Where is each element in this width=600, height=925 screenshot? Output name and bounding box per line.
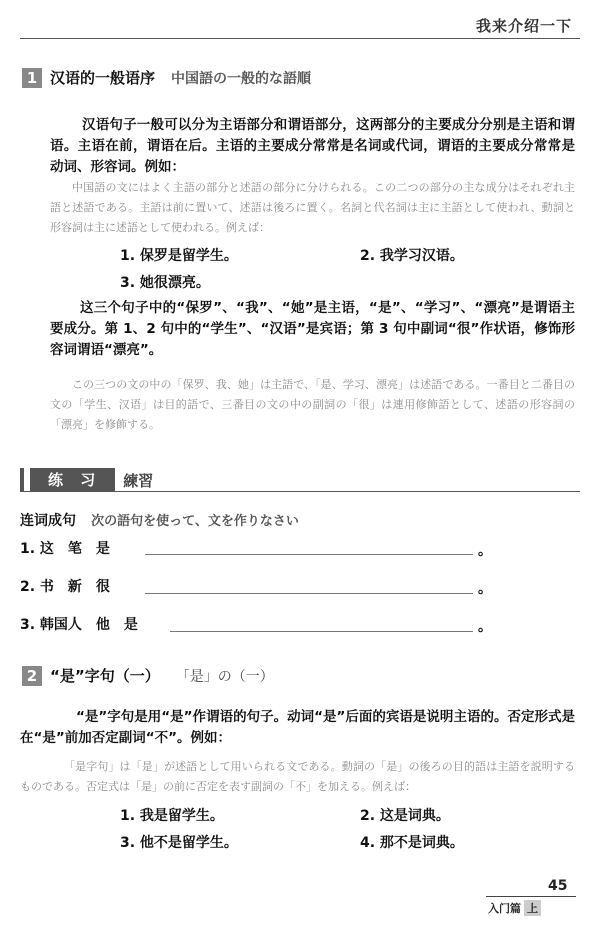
practice-marker	[20, 468, 24, 492]
practice-item-end: 。	[478, 619, 492, 635]
section2-example: 4. 那不是词典。	[360, 835, 464, 851]
practice-item-prompt: 3. 韩国人 他 是	[20, 617, 138, 633]
section2-subtitle: 「是」の（一）	[175, 668, 274, 685]
practice-task-label: 连词成句	[20, 513, 76, 529]
section2-number: 2	[22, 666, 42, 686]
practice-title: 练 习	[30, 468, 115, 492]
section2-heading	[22, 665, 274, 686]
practice-task-instruction: 次の語句を使って、文を作りなさい	[91, 514, 299, 529]
section2-paragraph-jp: 「是字句」は「是」が述語として用いられる文である。動詞の「是」の後ろの目的語は主語を説明するものである。否定式は「是」の前に否定を表す副詞の「不」を加える。例えば：	[20, 760, 575, 793]
footer-divider	[486, 896, 576, 897]
section2-example: 2. 这是词典。	[360, 808, 450, 824]
practice-item-prompt: 2. 书 新 很	[20, 579, 110, 595]
section2-example: 3. 他不是留学生。	[120, 835, 238, 851]
practice-item-answer-line[interactable]	[145, 554, 473, 555]
page-header-title: 我来介绍一下	[475, 17, 572, 35]
section1-paragraph-zh: 汉语句子一般可以分为主语部分和谓语部分，这两部分的主要成分分别是主语和谓语。主语在前，谓语在后。主语的主要成分常常是名词或代词，谓语的主要成分常常是动词、形容词。例如：	[50, 117, 575, 175]
practice-item-answer-line[interactable]	[170, 631, 473, 632]
practice-task	[20, 510, 299, 530]
section1-title: 汉语的一般语序	[50, 69, 156, 87]
section1-number: 1	[22, 68, 42, 88]
practice-item-end: 。	[478, 543, 492, 559]
footer-book-label	[488, 900, 541, 916]
section1-paragraph-jp: 中国語の文にはよく主語の部分と述語の部分に分けられる。この二つの部分の主な成分はそれぞれ主語と述語である。主語は前に置いて、述語は後ろに置く。名詞と代名詞は主に主語として使われ、動詞と形容詞は主に述語として使われる。例えば：	[50, 181, 575, 234]
practice-subtitle: 練習	[123, 471, 154, 490]
practice-item-answer-line[interactable]	[145, 593, 473, 594]
section1-explanation-zh: 这三个句子中的“保罗”、“我”、“她”是主语，“是”、“学习”、“漂亮”是谓语主要成分。第 1、2 句中的“学生”、“汉语”是宾语；第 3 句中副词“很”作状语，修饰形容词谓语“漂亮”。	[50, 300, 575, 358]
section2-title: “是”字句（一）	[50, 667, 160, 685]
section2-example: 1. 我是留学生。	[120, 808, 224, 824]
section1-subtitle: 中国語の一般的な語順	[171, 70, 312, 87]
section1-heading	[22, 67, 311, 88]
section2-paragraph-zh: “是”字句是用“是”作谓语的句子。动词“是”后面的宾语是说明主语的。否定形式是在“是”前加否定副词“不”。例如：	[20, 709, 575, 746]
footer-book-name: 入门篇	[488, 902, 521, 915]
section1-example: 1. 保罗是留学生。	[120, 248, 238, 264]
practice-divider	[20, 491, 580, 492]
section1-example: 2. 我学习汉语。	[360, 248, 464, 264]
practice-heading	[20, 468, 153, 492]
practice-item-end: 。	[478, 581, 492, 597]
header-divider	[20, 38, 580, 39]
section1-explanation-jp: この三つの文の中の「保罗、我、她」は主語で、「是、学习、漂亮」は述語である。一番目と二番目の文の「学生、汉语」は目的語で、三番目の文の中の副詞の「很」は連用修飾語として、述語の形容詞の「漂亮」を修飾する。	[50, 378, 575, 431]
practice-item-prompt: 1. 这 笔 是	[20, 541, 110, 557]
footer-volume-badge: 上	[524, 900, 541, 916]
section1-example: 3. 她很漂亮。	[120, 275, 210, 291]
page-number: 45	[548, 878, 568, 894]
